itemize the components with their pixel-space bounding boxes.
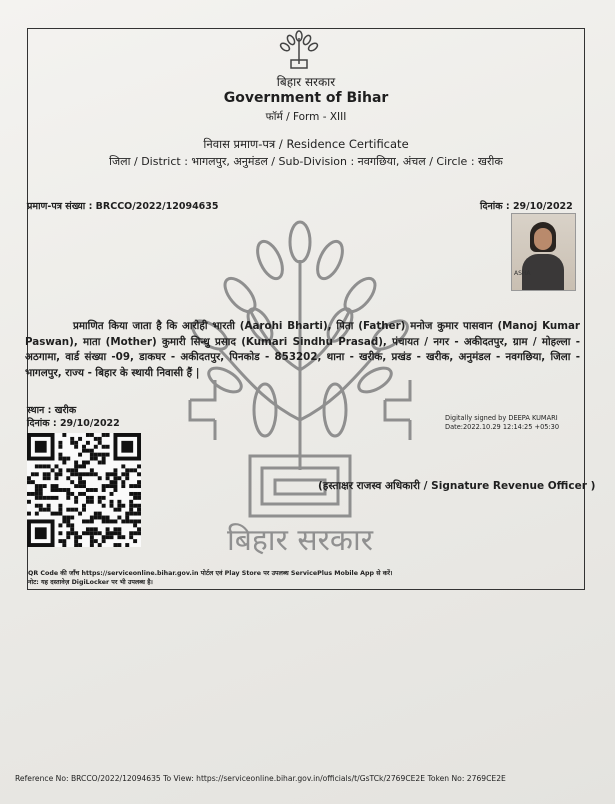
certificate-body [25,319,580,381]
signature-label: (हस्ताक्षर राजस्व अधिकारी / Signature Revenue Officer ) [318,480,596,492]
qr-note: QR Code की जाँच https://serviceonline.bihar.gov.in पोर्टल एवं Play Store पर उपलब्ध ServicePlus Mobile App से करें। [28,570,393,577]
bihar-emblem-icon [277,30,321,70]
notes [28,570,408,587]
digital-signature-name: Digitally signed by DEEPA KUMARI [445,414,558,422]
district-line: जिला / District : भागलपुर, अनुमंडल / Sub-Division : नवगछिया, अंचल / Circle : खरीक [109,155,503,168]
form-number: फॉर्म / Form - XIII [265,111,347,123]
place-block [27,404,120,430]
qr-code[interactable] [27,433,141,547]
certificate-number: प्रमाण-पत्र संख्या : BRCCO/2022/12094635 [27,201,219,212]
place-label: स्थान : खरीक [27,405,77,416]
digital-signature-date: Date:2022.10.29 12:14:25 +05:30 [445,423,560,431]
photo-label: ASHA [514,270,531,277]
government-title: Government of Bihar [223,90,389,106]
certificate-title: निवास प्रमाण-पत्र / Residence Certificate [203,137,409,151]
applicant-photo [511,213,576,291]
place-date: दिनांक : 29/10/2022 [27,418,120,429]
body-text: प्रमाणित किया जाता है कि आरोही भारती (Aarohi Bharti), पिता (Father) मनोज कुमार पासवान (Manoj Kumar Paswan), माता (Mother) कुमारी सिन्धु प्रसाद (Kumari Sindhu Prasad), पंचायत / नगर - अकीदतपुर, ग्राम / मोहल्ला - अठगामा, वार्ड संख्या -09, डाकघर - अकीदतपुर, पिनकोड - 853202, थाना - खरीक, प्रखंड - खरीक, अनुमंडल - नवगछिया, जिला - भागलपुर, राज्य - बिहार के स्थायी निवासी हैं | [25,320,580,379]
certificate-date: दिनांक : 29/10/2022 [480,201,573,212]
bihar-emblem-watermark-icon [180,220,420,570]
watermark-text: बिहार सरकार [226,523,374,558]
digilocker-note: नोट: यह दस्तावेज़ DigiLocker पर भी उपलब्ध है। [28,578,153,586]
hindi-title: बिहार सरकार [276,75,336,89]
reference-footer: Reference No: BRCCO/2022/12094635 To View: https://serviceonline.bihar.gov.in/officials/t/GsTCk/2769CE2E Token No: 2769CE2E [15,774,506,783]
digital-signature [445,414,559,432]
